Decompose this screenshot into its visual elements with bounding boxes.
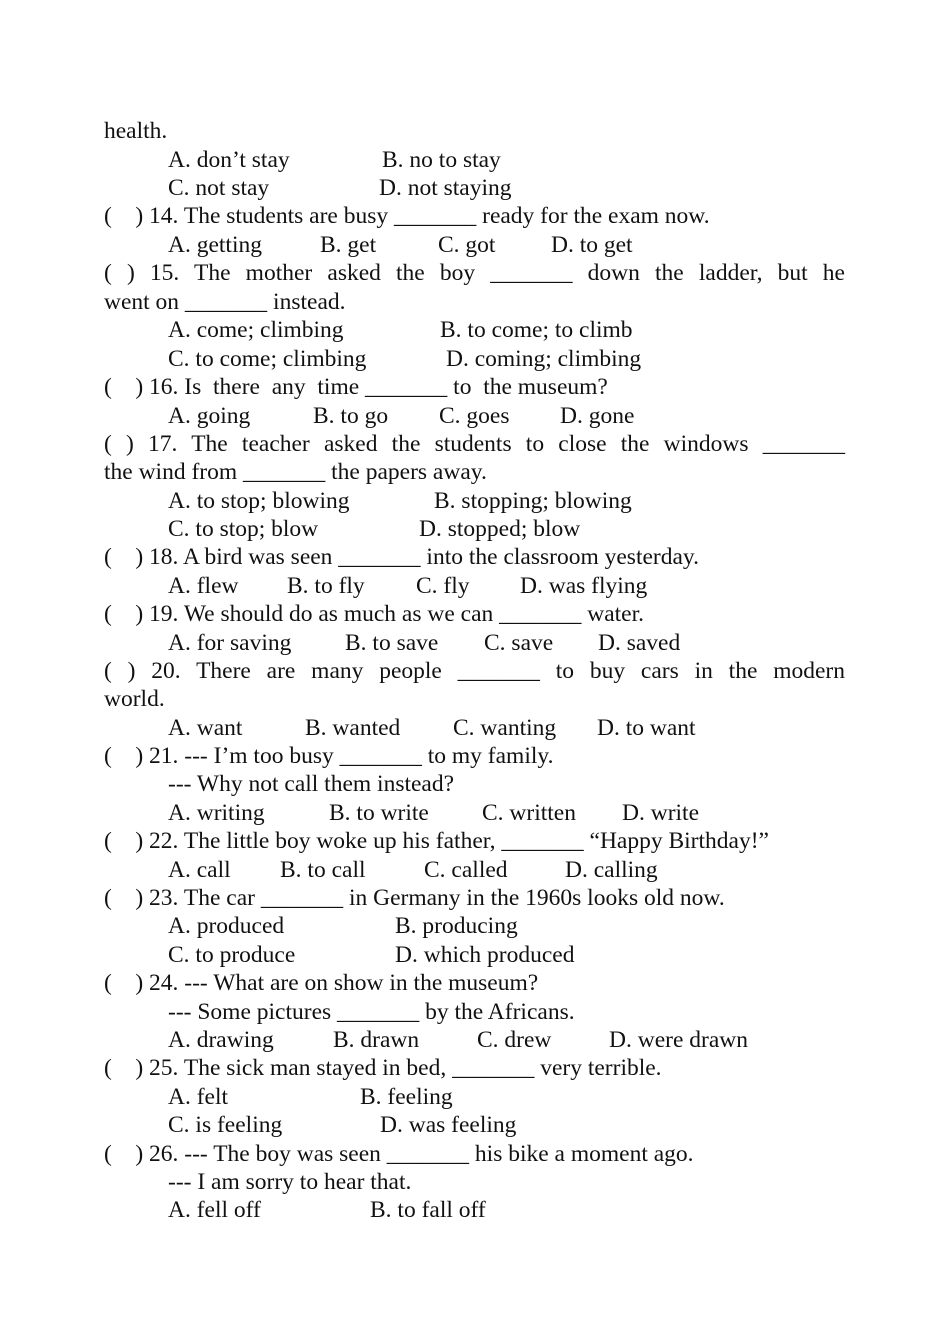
q13-option-d: D. not staying [379, 175, 512, 201]
q25-option-c: C. is feeling [168, 1112, 283, 1138]
q16-option-a: A. going [168, 403, 251, 429]
q19-option-c: C. save [484, 630, 554, 656]
q13-options-row-2 [168, 174, 512, 203]
q23-option-b: B. producing [395, 913, 518, 939]
q14-option-d: D. to get [551, 232, 633, 258]
q23-stem: ( ) 23. The car _______ in Germany in the 1960s looks old now. [104, 885, 725, 911]
q16-stem: ( ) 16. Is there any time _______ to the museum? [104, 374, 608, 400]
q25-stem: ( ) 25. The sick man stayed in bed, _______ very terrible. [104, 1055, 662, 1081]
q16-options [168, 402, 635, 431]
q24-reply: --- Some pictures _______ by the Africans. [168, 999, 575, 1025]
q14-options [168, 231, 633, 260]
q20-options [168, 714, 696, 743]
q14-option-b: B. get [320, 232, 377, 258]
q23-options-row-1 [168, 912, 518, 941]
q18-option-b: B. to fly [287, 573, 365, 599]
q20-option-a: A. want [168, 715, 243, 741]
q21-options [168, 799, 700, 828]
q16-option-b: B. to go [313, 403, 389, 429]
q22-option-c: C. called [424, 857, 508, 883]
q17-option-a: A. to stop; blowing [168, 488, 350, 514]
q14-option-c: C. got [438, 232, 496, 258]
q18-stem: ( ) 18. A bird was seen _______ into the classroom yesterday. [104, 544, 700, 570]
q15-stem-line-2: went on _______ instead. [104, 289, 346, 315]
q24-options [168, 1026, 748, 1055]
q25-option-b: B. feeling [360, 1084, 453, 1110]
q15-option-b: B. to come; to climb [440, 317, 633, 343]
q15-options-row-2 [168, 345, 642, 374]
q23-option-a: A. produced [168, 913, 285, 939]
q15-stem-line-1: ( ) 15. The mother asked the boy _______ down the ladder, but he [104, 260, 845, 286]
q22-option-b: B. to call [280, 857, 366, 883]
q16-option-d: D. gone [560, 403, 635, 429]
q15-option-d: D. coming; climbing [446, 346, 642, 372]
q26-options [168, 1196, 486, 1225]
q24-option-d: D. were drawn [609, 1027, 748, 1053]
q19-options [168, 629, 681, 658]
q17-option-c: C. to stop; blow [168, 516, 319, 542]
q21-option-d: D. write [622, 800, 700, 826]
q20-option-b: B. wanted [305, 715, 401, 741]
q13-option-c: C. not stay [168, 175, 270, 201]
q23-option-d: D. which produced [395, 942, 575, 968]
q13-option-b: B. no to stay [382, 147, 501, 173]
q24-option-b: B. drawn [333, 1027, 420, 1053]
q23-option-c: C. to produce [168, 942, 296, 968]
q21-reply: --- Why not call them instead? [168, 771, 455, 797]
q15-options-row-1 [168, 316, 633, 345]
q23-options-row-2 [168, 941, 575, 970]
q24-option-a: A. drawing [168, 1027, 274, 1053]
q17-option-b: B. stopping; blowing [434, 488, 632, 514]
q21-option-c: C. written [482, 800, 576, 826]
q13-options-row-1 [168, 146, 501, 175]
q13-option-a: A. don’t stay [168, 147, 290, 173]
q25-options-row-2 [168, 1111, 517, 1140]
q17-option-d: D. stopped; blow [419, 516, 581, 542]
q19-option-d: D. saved [598, 630, 681, 656]
q19-option-b: B. to save [345, 630, 439, 656]
q25-option-a: A. felt [168, 1084, 229, 1110]
q24-stem: ( ) 24. --- What are on show in the museum? [104, 970, 539, 996]
q15-option-c: C. to come; climbing [168, 346, 367, 372]
q25-option-d: D. was feeling [380, 1112, 517, 1138]
q26-option-b: B. to fall off [370, 1197, 486, 1223]
q18-options [168, 572, 648, 601]
q20-stem-line-2: world. [104, 686, 165, 712]
q19-option-a: A. for saving [168, 630, 292, 656]
q17-options-row-2 [168, 515, 581, 544]
q13-stem-end: health. [104, 118, 168, 144]
q14-option-a: A. getting [168, 232, 262, 258]
q17-options-row-1 [168, 487, 632, 516]
q22-option-d: D. calling [565, 857, 658, 883]
q26-stem: ( ) 26. --- The boy was seen _______ his bike a moment ago. [104, 1141, 694, 1167]
q26-option-a: A. fell off [168, 1197, 261, 1223]
q26-reply: --- I am sorry to hear that. [168, 1169, 412, 1195]
q14-stem: ( ) 14. The students are busy _______ ready for the exam now. [104, 203, 710, 229]
q21-option-a: A. writing [168, 800, 265, 826]
q18-option-a: A. flew [168, 573, 239, 599]
q18-option-d: D. was flying [520, 573, 648, 599]
q19-stem: ( ) 19. We should do as much as we can _______ water. [104, 601, 645, 627]
q15-option-a: A. come; climbing [168, 317, 344, 343]
q17-stem-line-1: ( ) 17. The teacher asked the students to close the windows _______ [104, 431, 845, 457]
q17-stem-line-2: the wind from _______ the papers away. [104, 459, 487, 485]
q20-option-c: C. wanting [453, 715, 557, 741]
q20-option-d: D. to want [597, 715, 696, 741]
q24-option-c: C. drew [477, 1027, 552, 1053]
q22-option-a: A. call [168, 857, 231, 883]
q18-option-c: C. fly [416, 573, 470, 599]
q21-stem: ( ) 21. --- I’m too busy _______ to my family. [104, 743, 554, 769]
q22-stem: ( ) 22. The little boy woke up his father, _______ “Happy Birthday!” [104, 828, 769, 854]
q20-stem-line-1: ( ) 20. There are many people _______ to buy cars in the modern [104, 658, 845, 684]
q22-options [168, 856, 658, 885]
q21-option-b: B. to write [329, 800, 429, 826]
q16-option-c: C. goes [439, 403, 510, 429]
q25-options-row-1 [168, 1083, 453, 1112]
